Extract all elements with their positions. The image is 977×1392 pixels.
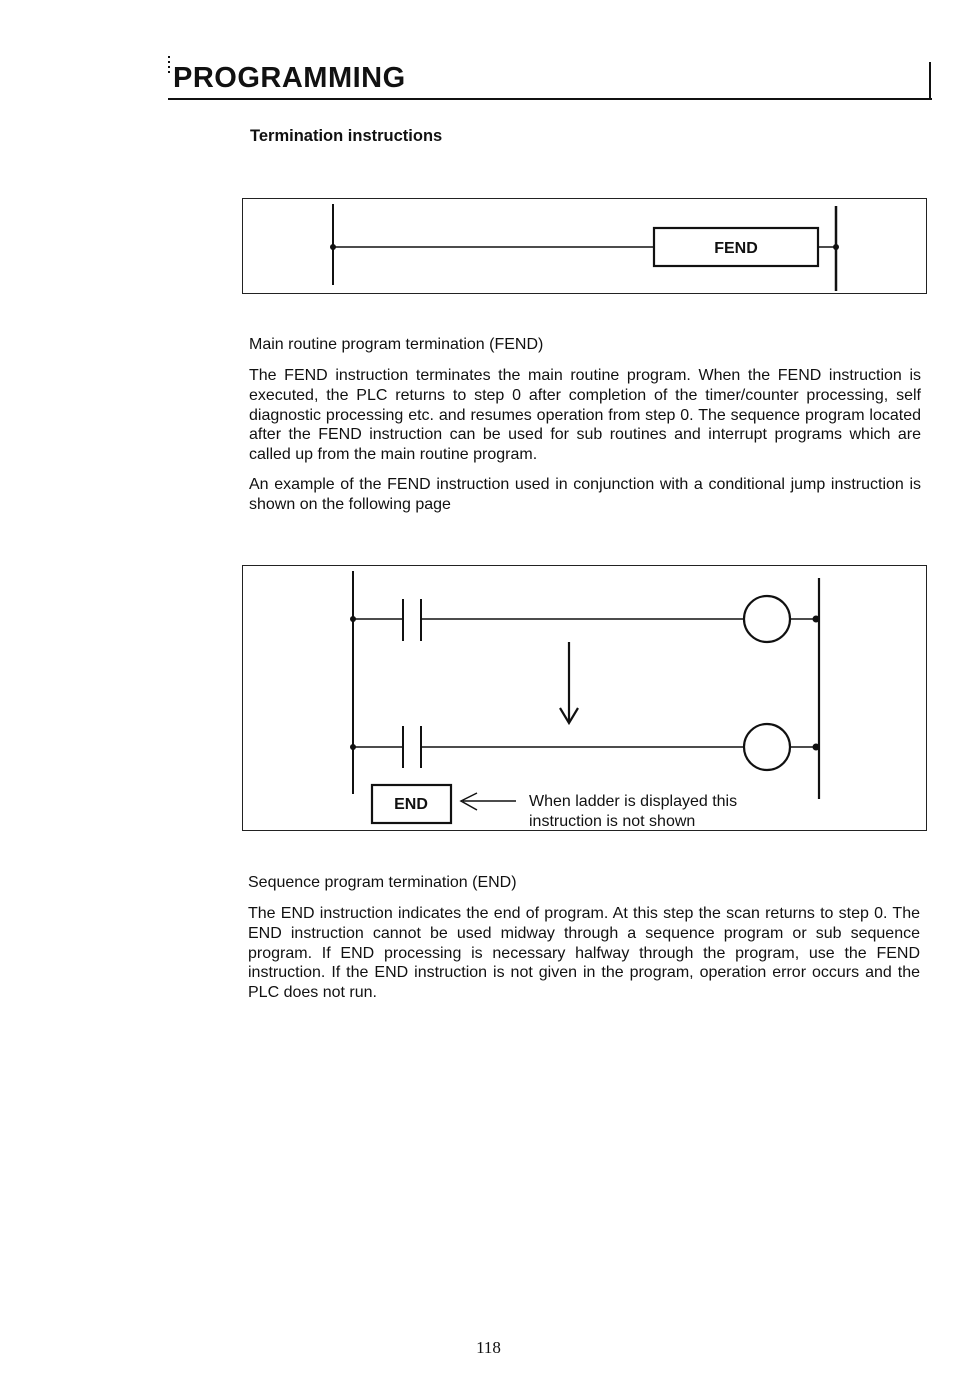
fend-ladder-diagram — [242, 198, 927, 294]
end-note-line-2: instruction is not shown — [529, 813, 696, 830]
fend-ladder-svg — [243, 199, 928, 295]
end-paragraph: The END instruction indicates the end of program. At this step the scan returns to step 0. The END instruction cannot be used midway through a sequence program or sub sequence program. If END processing is necessary halfway through the program, use the FEND instruction. If the END instruction is not given in the program, operation error occurs and the PLC does not run. — [248, 905, 920, 1002]
fend-box-label: FEND — [714, 240, 758, 257]
end-note-line-1: When ladder is displayed this — [529, 793, 738, 810]
end-section-title: Sequence program termination (END) — [248, 874, 517, 891]
header-dot-marks — [168, 56, 170, 76]
end-box-label: END — [394, 796, 428, 813]
page-number: 118 — [476, 1338, 501, 1357]
rung2-output-coil — [744, 724, 790, 770]
rung1-output-coil — [744, 596, 790, 642]
end-ladder-diagram — [242, 565, 927, 831]
page-header-title: PROGRAMMING — [173, 62, 406, 94]
fend-paragraph-1: The FEND instruction terminates the main routine program. When the FEND instruction is executed, the PLC returns to step 0 after completion of the timer/counter processing, self diagnostic processing etc. and resumes operation from step 0. The sequence program located after the FEND instruction can be used for sub routines and interrupt programs which are called up from the main routine program. — [249, 367, 921, 464]
end-ladder-svg — [243, 566, 928, 832]
section-heading: Termination instructions — [250, 127, 443, 145]
header-rule-end — [929, 62, 931, 100]
header-rule — [168, 98, 932, 100]
fend-paragraph-2: An example of the FEND instruction used in conjunction with a conditional jump instruction is shown on the following page — [249, 476, 921, 513]
fend-section-title: Main routine program termination (FEND) — [249, 336, 544, 353]
